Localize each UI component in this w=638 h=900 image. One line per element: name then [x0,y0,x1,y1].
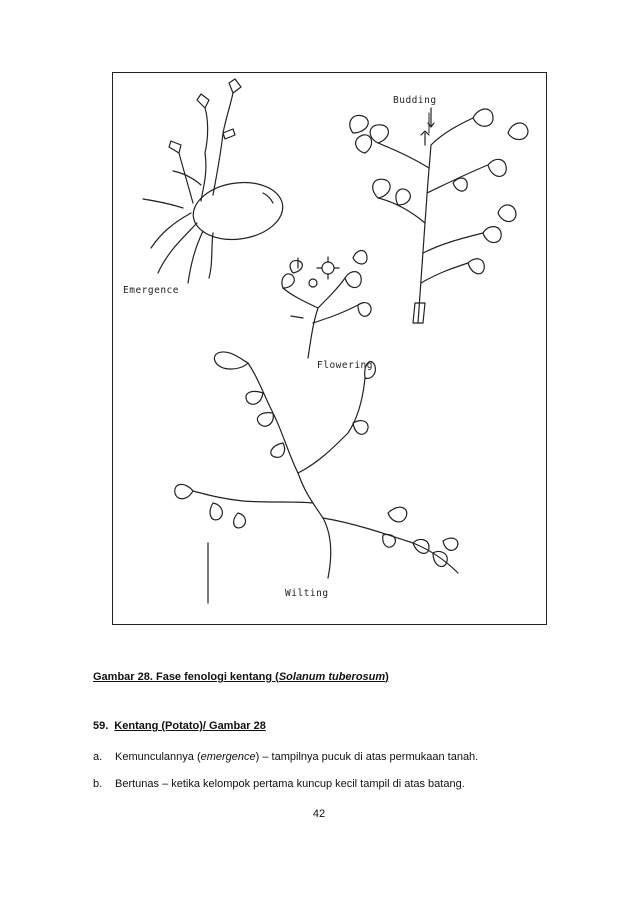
item-term: emergence [200,751,256,763]
page-number: 42 [312,808,326,820]
section-number: 59. [93,720,109,732]
list-marker: a. [93,751,103,763]
figure-frame [112,72,547,625]
item-text-before: Kemunculannya ( [115,751,201,763]
caption-prefix: Gambar 28. Fase fenologi kentang ( [93,671,279,683]
figure-caption [93,671,389,683]
caption-species: Solanum tuberosum [278,671,386,683]
budding-label: Budding [393,95,437,106]
list-item [93,778,465,790]
section-title: Kentang (Potato)/ Gambar 28 [114,720,266,732]
emergence-drawing [143,79,286,283]
wilting-label: Wilting [285,588,329,599]
flowering-label: Flowering [317,360,373,371]
emergence-label: Emergence [123,285,179,296]
budding-drawing [350,108,528,323]
potato-phenology-illustration [113,73,548,626]
caption-suffix: ) [385,671,389,683]
item-text-after: ) – tampilnya pucuk di atas permukaan tanah. [255,751,479,763]
list-marker: b. [93,778,103,790]
list-item [93,751,478,763]
section-heading [93,720,266,732]
flowering-drawing [282,251,371,359]
item-text: Bertunas – ketika kelompok pertama kuncup kecil tampil di atas batang. [115,778,465,790]
wilting-drawing [175,352,458,603]
